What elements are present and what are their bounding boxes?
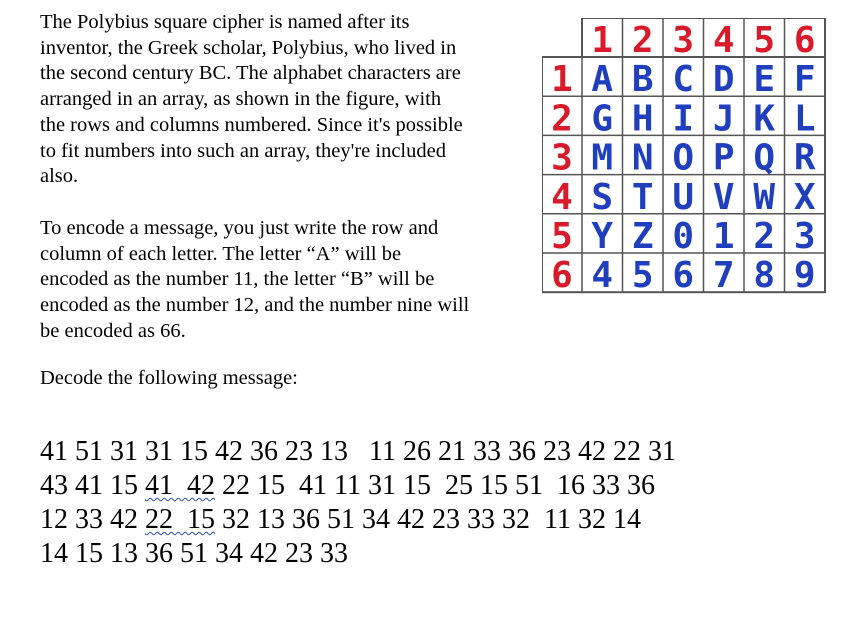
square-cell: W [753,176,776,218]
square-cell: R [793,137,816,179]
column-header: 4 [712,20,735,61]
row-header: 3 [551,137,573,179]
square-cell: 7 [712,255,735,296]
spellcheck-underlined-text[interactable]: 22 15 [145,504,215,535]
square-cell: G [591,98,614,140]
square-cell: I [672,98,695,140]
intro-line: The Polybius square cipher is named after its [40,11,410,33]
polybius-square-grid [542,18,832,296]
square-cell: T [631,176,654,218]
intro-line: the second century BC. The alphabet characters are [40,62,461,85]
message-line [40,503,676,537]
polybius-square [542,18,832,301]
column-header: 2 [631,20,654,61]
square-cell: 3 [793,216,816,257]
intro-line: arranged in an array, as shown in the figure, with [40,88,442,111]
message-segment: 22 15 41 11 31 15 25 15 51 16 33 36 [215,470,655,501]
square-cell: Q [753,137,776,179]
square-cell: 5 [631,255,654,296]
square-cell: V [712,176,735,218]
square-cell: 4 [591,255,614,296]
square-cell: P [712,137,735,179]
intro-line: to fit numbers into such an array, they're included [40,139,446,162]
row-header: 1 [551,59,573,101]
square-cell: M [591,137,614,179]
column-header: 1 [591,20,614,61]
message-line: 41 51 31 31 15 42 36 23 13 11 26 21 33 36 23 42 22 31 [40,436,676,467]
square-cell: K [753,98,776,140]
square-cell: L [793,98,816,140]
square-cell: S [591,176,614,218]
square-cell: B [631,59,654,101]
row-header: 6 [551,255,573,296]
column-header: 3 [672,20,695,61]
square-cell: Y [591,216,614,257]
encoding-line: be encoded as 66. [40,319,186,342]
encoding-line: encoded as the number 12, and the number nine will [40,294,470,317]
row-header: 4 [551,176,573,218]
intro-line: inventor, the Greek scholar, Polybius, who lived in [40,36,457,59]
square-cell: H [631,98,654,140]
square-cell: 8 [753,255,776,296]
square-cell: A [591,59,614,101]
message-segment: 32 13 36 51 34 42 23 33 32 11 32 14 [215,504,641,535]
square-cell: E [753,59,776,101]
intro-line: also. [40,165,79,188]
encoding-paragraph [40,216,518,345]
square-cell: J [712,98,735,140]
square-cell: 6 [672,255,695,296]
message-segment: 12 33 42 [40,504,145,535]
intro-line: the rows and columns numbered. Since it's possible [40,113,463,136]
square-cell: D [712,59,735,101]
square-cell: 2 [753,216,776,257]
square-cell: C [672,59,695,101]
row-header: 2 [551,98,573,140]
message-line [40,469,676,503]
square-cell: F [793,59,816,101]
encoding-line: To encode a message, you just write the row and [40,217,439,239]
column-header: 5 [753,20,776,61]
square-cell: Z [631,216,654,257]
message-line: 14 15 13 36 51 34 42 23 33 [40,538,348,569]
decode-prompt: Decode the following message: [40,367,298,389]
message-segment: 43 41 15 [40,470,145,501]
square-cell: N [631,137,654,179]
square-cell: O [672,137,695,179]
spellcheck-underlined-text[interactable]: 41 42 [145,470,215,501]
square-cell: U [672,176,695,218]
square-cell: 9 [793,255,816,296]
column-header: 6 [793,20,816,61]
encoding-line: column of each letter. The letter “A” will be [40,242,402,265]
encoding-line: encoded as the number 11, the letter “B” will be [40,268,435,291]
intro-paragraph [40,10,518,190]
square-cell: 0 [672,216,695,257]
square-cell: 1 [712,216,735,257]
row-header: 5 [551,216,573,257]
square-cell: X [793,176,816,218]
cipher-message [40,435,676,571]
